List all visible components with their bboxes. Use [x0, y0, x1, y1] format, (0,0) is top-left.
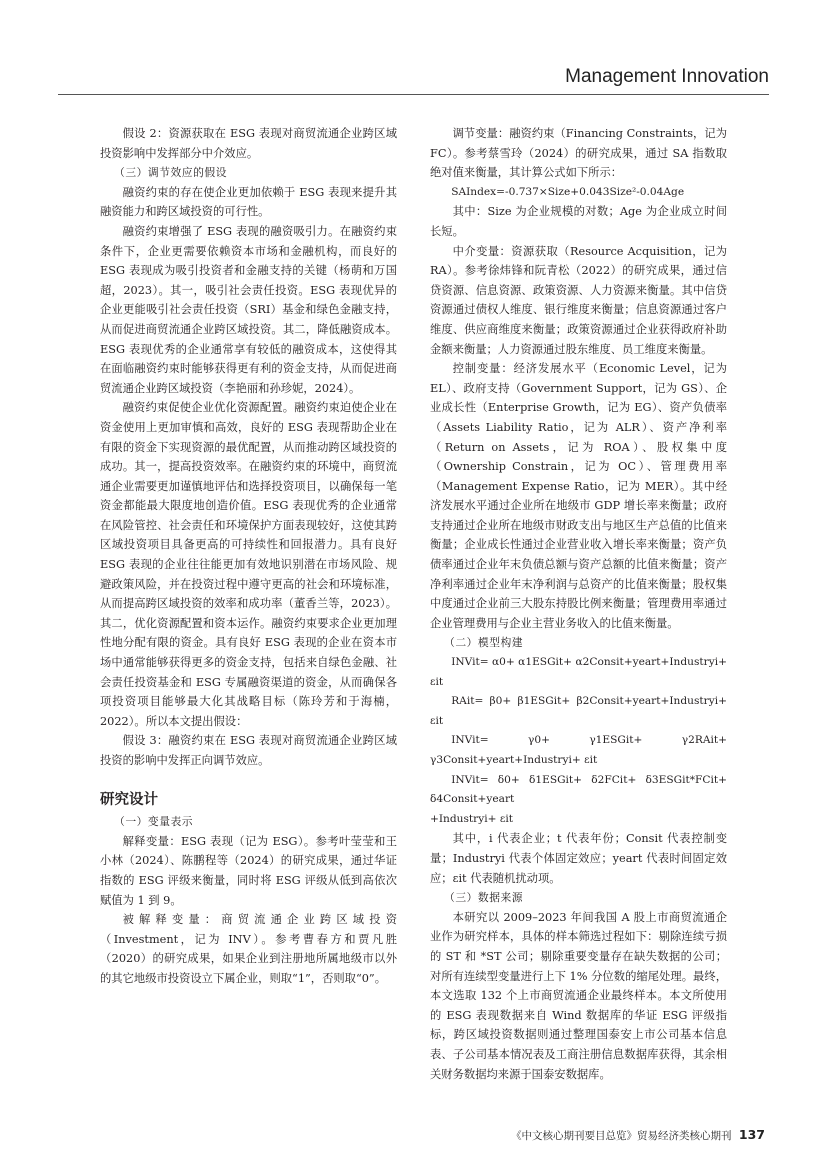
section-title-research-design: 研究设计 [100, 791, 158, 808]
equation-1: INVit= α0+ α1ESGit+ α2Consit+yeart+Industryi+ εit [430, 656, 727, 688]
footer-journal-info: 《中文核心期刊要目总览》贸易经济类核心期刊 [511, 1130, 732, 1142]
paragraph-explanatory-variable: 解释变量：ESG 表现（记为 ESG）。参考叶莹莹和王小林（2024）、陈鹏程等（2024）的研究成果，通过华证指数的 ESG 评级来衡量，同时将 ESG 评级从低到高依次赋值为 1 到 9。 [100, 834, 397, 907]
page-footer [511, 1127, 765, 1143]
paragraph-control-variables: 控制变量：经济发展水平（Economic Level，记为 EL）、政府支持（Government Support，记为 GS）、企业成长性（Enterprise Growth，记为 EG）、资产负债率（Assets Liability Ratio，记为 ALR）、资产净利率（Return on Assets，记为 ROA）、股权集中度（Ownership Constrain，记为 OC）、管理费用率（Management Expense Ratio，记为 MER）。其中经济发展水平通过企业所在地级市 GDP 增长率来衡量；政府支持通过企业所在地级市财政支出与地区生产总值的比值来衡量；企业成长性通过企业营业收入增长率来衡量；资产负债率通过企业年末负债总额与资产总额的比值来衡量；资产净利率通过企业年末净利润与总资产的比值来衡量；股权集中度通过企业前三大股东持股比例来衡量；管理费用率通过企业管理费用与企业主营业务收入的比值来衡量。 [430, 362, 727, 630]
paragraph-dependent-variable: 被解释变量：商贸流通企业跨区域投资（Investment，记为 INV）。参考曹春方和贾凡胜（2020）的研究成果，如果企业到注册地所属地级市以外的其它地级市投资设立下属企业，则取“1”，否则取“0”。 [100, 913, 397, 985]
paragraph-optimize: 融资约束促使企业优化资源配置。融资约束迫使企业在资金使用上更加审慎和高效，良好的 ESG 表现帮助企业在有限的资金下实现资源的最优配置，从而推动跨区域投资的成功。其一，提高投资效率。在融资约束的环境中，商贸流通企业需要更加谨慎地评估和选择投资项目，以确保每一笔资金都能最大限度地创造价值。ESG 表现优秀的企业通常在风险管控、社会责任和环境保护方面表现较好，这使其跨区域投资项目具备更高的可持续性和回报潜力。具有良好 ESG 表现的企业往往能更加有效地识别潜在市场风险、规避政策风险，并在投资过程中遵守更高的社会和环境标准，从而提高跨区域投资的效率和成功率（董香兰等，2023）。其二，优化资源配置和资本运作。融资约束要求企业更加理性地分配有限的资金。具有良好 ESG 表现的企业在资本市场中通常能够获得更多的资金支持，包括来自绿色金融、社会责任投资基金和 ESG 专属融资渠道的资金，从而确保各项投资项目能够最大化其战略目标（陈玲芳和于海楠，2022）。所以本文提出假设： [100, 401, 397, 728]
subsection-model-title: （二）模型构建 [444, 636, 524, 650]
paragraph-intro: 融资约束的存在使企业更加依赖于 ESG 表现来提升其融资能力和跨区域投资的可行性。 [100, 185, 397, 219]
equation-4: INVit= δ0+ δ1ESGit+ δ2FCit+ δ3ESGit*FCit+ δ4Consit+yeart [430, 773, 727, 806]
left-column [100, 124, 397, 989]
equation-3: INVit= γ0+ γ1ESGit+ γ2RAit+ γ3Consit+yeart+Industryi+ εit [430, 734, 727, 766]
page-number: 137 [738, 1127, 765, 1142]
header-rule [58, 94, 769, 95]
hypothesis-2: 假设 2：资源获取在 ESG 表现对商贸流通企业跨区域投资影响中发挥部分中介效应。 [100, 127, 397, 160]
hypothesis-3: 假设 3：融资约束在 ESG 表现对商贸流通企业跨区域投资的影响中发挥正向调节效应。 [100, 734, 397, 767]
paragraph-attract: 融资约束增强了 ESG 表现的融资吸引力。在融资约束条件下，企业更需要依赖资本市场和金融机构，而良好的 ESG 表现成为吸引投资者和金融支持的关键（杨萌和万国超，2023）。其一，吸引社会责任投资。ESG 表现优异的企业更能吸引社会责任投资（SRI）基金和绿色金融支持，从而促进商贸流通企业跨区域投资。其二，降低融资成本。ESG 表现优秀的企业通常享有较低的融资成本，这使得其在面临融资约束时能够获得更有利的资金支持，从而促进商贸流通企业跨区域投资（李艳丽和孙珍妮，2024）。 [100, 224, 397, 395]
sa-index-formula: SAIndex=-0.737×Size+0.043Size²-0.04Age [451, 185, 685, 198]
equation-2: RAit= β0+ β1ESGit+ β2Consit+yeart+Industryi+ εit [430, 695, 727, 727]
paragraph-sa-note: 其中：Size 为企业规模的对数；Age 为企业成立时间长短。 [430, 205, 727, 238]
paragraph-moderator-variable: 调节变量：融资约束（Financing Constraints，记为 FC）。参考蔡雪玲（2024）的研究成果，通过 SA 指数取绝对值来衡量，其计算公式如下所示： [430, 127, 727, 180]
equation-4-continued: +Industryi+ εit [430, 812, 513, 825]
paragraph-mediator-variable: 中介变量：资源获取（Resource Acquisition，记为 RA）。参考徐炜锋和阮青松（2022）的研究成果，通过信贷资源、信息资源、政策资源、人力资源来衡量。其中信贷资源通过债权人维度、银行维度来衡量；信息资源通过客户维度、供应商维度来衡量；政策资源通过企业获得政府补助金额来衡量；人力资源通过股东维度、员工维度来衡量。 [430, 244, 727, 356]
subsection-moderation-title: （三）调节效应的假设 [114, 166, 227, 180]
right-column [430, 124, 727, 1084]
journal-title: Management Innovation [565, 66, 769, 87]
paragraph-data-source: 本研究以 2009–2023 年间我国 A 股上市商贸流通企业作为研究样本，具体的样本筛选过程如下：剔除连续亏损的 ST 和 *ST 公司；剔除重要变量存在缺失数据的公司；对所有连续型变量进行上下 1% 分位数的缩尾处理。最终，本文选取 132 个上市商贸流通企业最终样本。本文所使用的 ESG 表现数据来自 Wind 数据库的华证 ESG 评级指标，跨区域投资数据则通过整理国泰安上市公司基本信息表、子公司基本情况表及工商注册信息数据库获得，其余相关财务数据均来源于国泰安数据库。 [430, 910, 727, 1081]
subsection-data-title: （三）数据来源 [444, 891, 524, 905]
subsection-variables-title: （一）变量表示 [114, 815, 194, 829]
paragraph-equation-note: 其中，i 代表企业；t 代表年份；Consit 代表控制变量；Industryi 代表个体固定效应；yeart 代表时间固定效应；εit 代表随机扰动项。 [430, 832, 727, 885]
